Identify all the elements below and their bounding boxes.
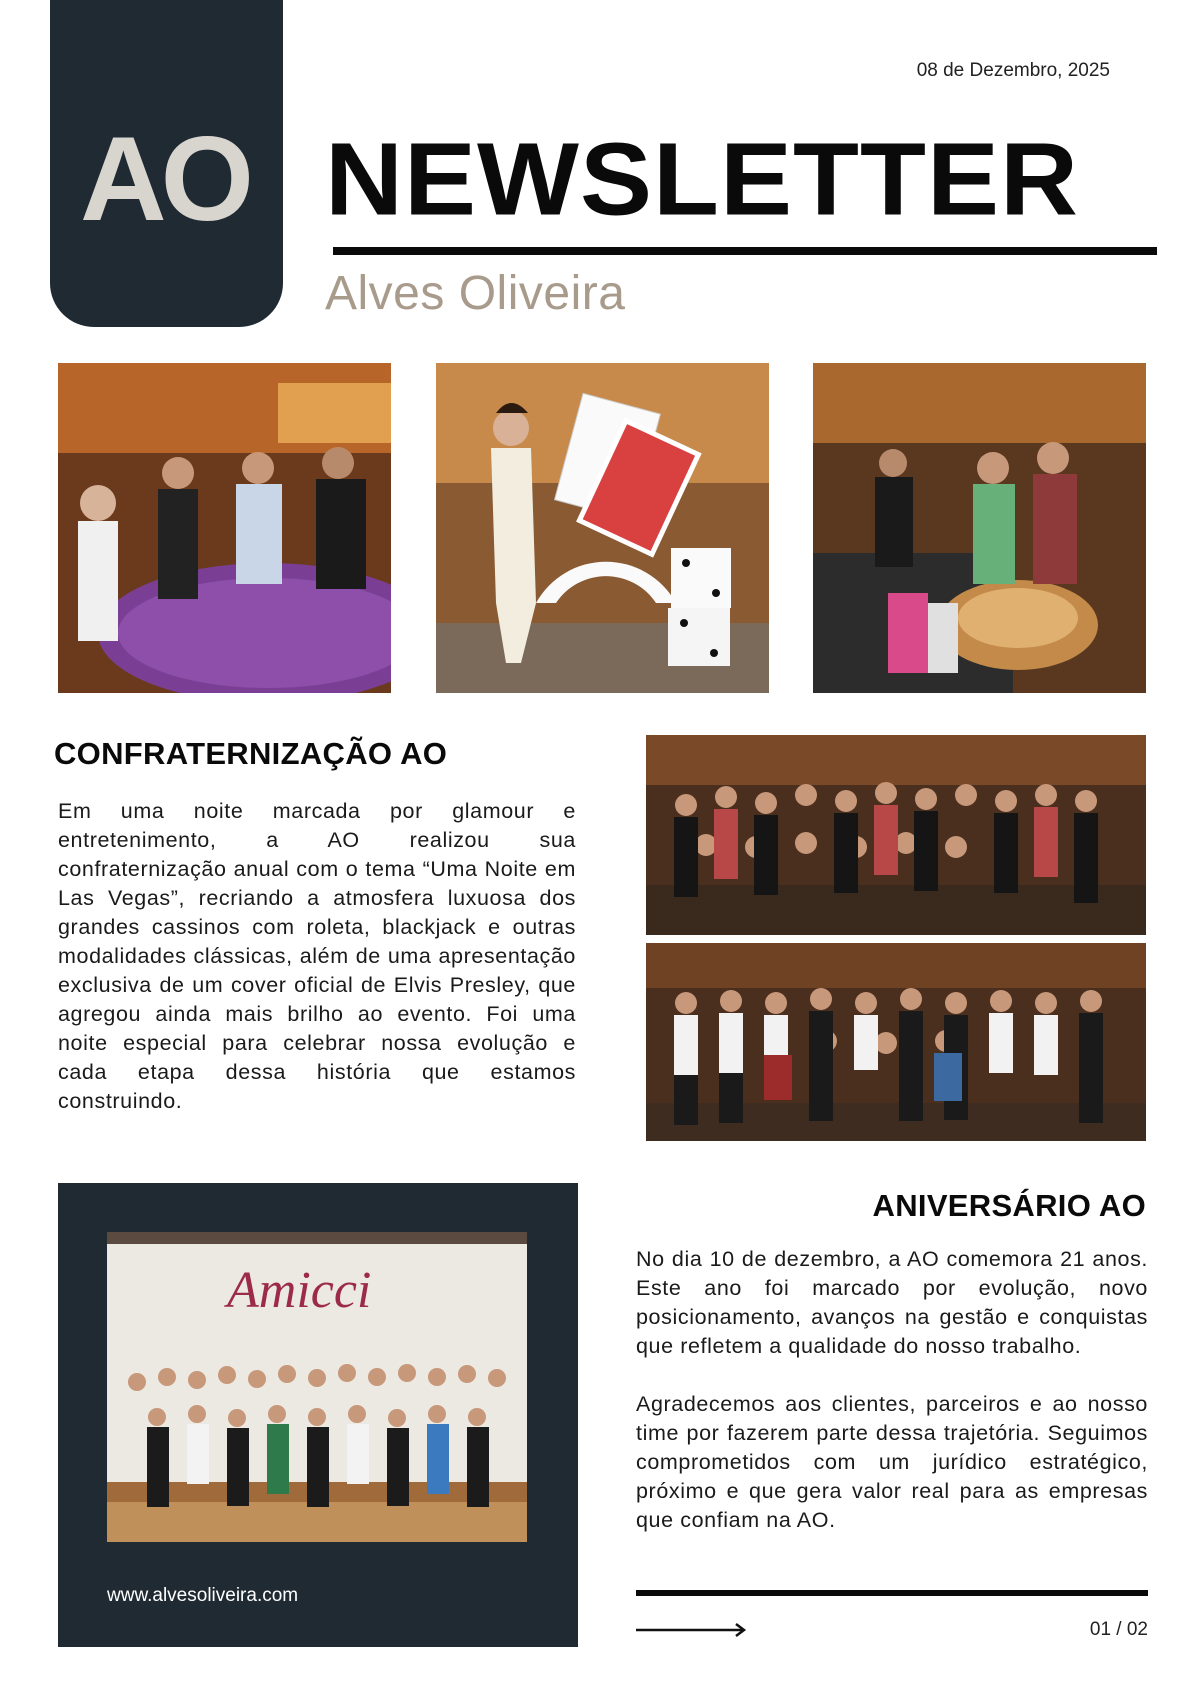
amicci-sign-text: Amicci [227, 1262, 372, 1319]
section-heading-confraternizacao: CONFRATERNIZAÇÃO AO [54, 736, 448, 771]
amicci-team-photo [107, 1232, 527, 1542]
aniversario-paragraph-1: No dia 10 de dezembro, a AO comemora 21 anos. Este ano foi marcado por evolução, novo posicionamento, avanços na gestão e conquistas que refletem a qualidade do nosso trabalho. [636, 1247, 1148, 1358]
title-divider [333, 247, 1157, 255]
elvis-cover-photo [436, 363, 769, 693]
section-heading-aniversario: ANIVERSÁRIO AO [872, 1188, 1146, 1223]
issue-date: 08 de Dezembro, 2025 [916, 60, 1110, 81]
svg-text:AO: AO [80, 120, 248, 240]
confraternizacao-body: Em uma noite marcada por glamour e entretenimento, a AO realizou sua confraternização anual com o tema “Uma Noite em Las Vegas”, recriando a atmosfera luxuosa dos grandes cassinos com roleta, blackjack e outras modalidades clássicas, além de uma apresentação exclusiva de um cover oficial de Elvis Presley, que agregou ainda mais brilho ao evento. Foi uma noite especial para celebrar nossa evolução e cada etapa dessa história que estamos construindo. [58, 799, 576, 1113]
casino-blackjack-photo [58, 363, 391, 693]
roulette-table-photo [813, 363, 1146, 693]
logo-panel [50, 0, 283, 327]
aniversario-paragraph-2: Agradecemos aos clientes, parceiros e ao nosso time por fazerem parte dessa trajetória. Seguimos comprometidos com um jurídico estratégico, próximo e que gera valor real para as empresas que confiam na AO. [636, 1392, 1148, 1532]
brand-name: Alves Oliveira [325, 267, 626, 320]
newsletter-title: NEWSLETTER [325, 121, 1079, 237]
arrow-right-icon[interactable] [636, 1622, 748, 1638]
page-number: 01 / 02 [1089, 1619, 1148, 1640]
ao-logo [80, 120, 260, 240]
women-group-photo [646, 735, 1146, 935]
footer-divider [636, 1590, 1148, 1596]
website-link[interactable]: www.alvesoliveira.com [107, 1585, 299, 1606]
men-group-photo [646, 943, 1146, 1141]
